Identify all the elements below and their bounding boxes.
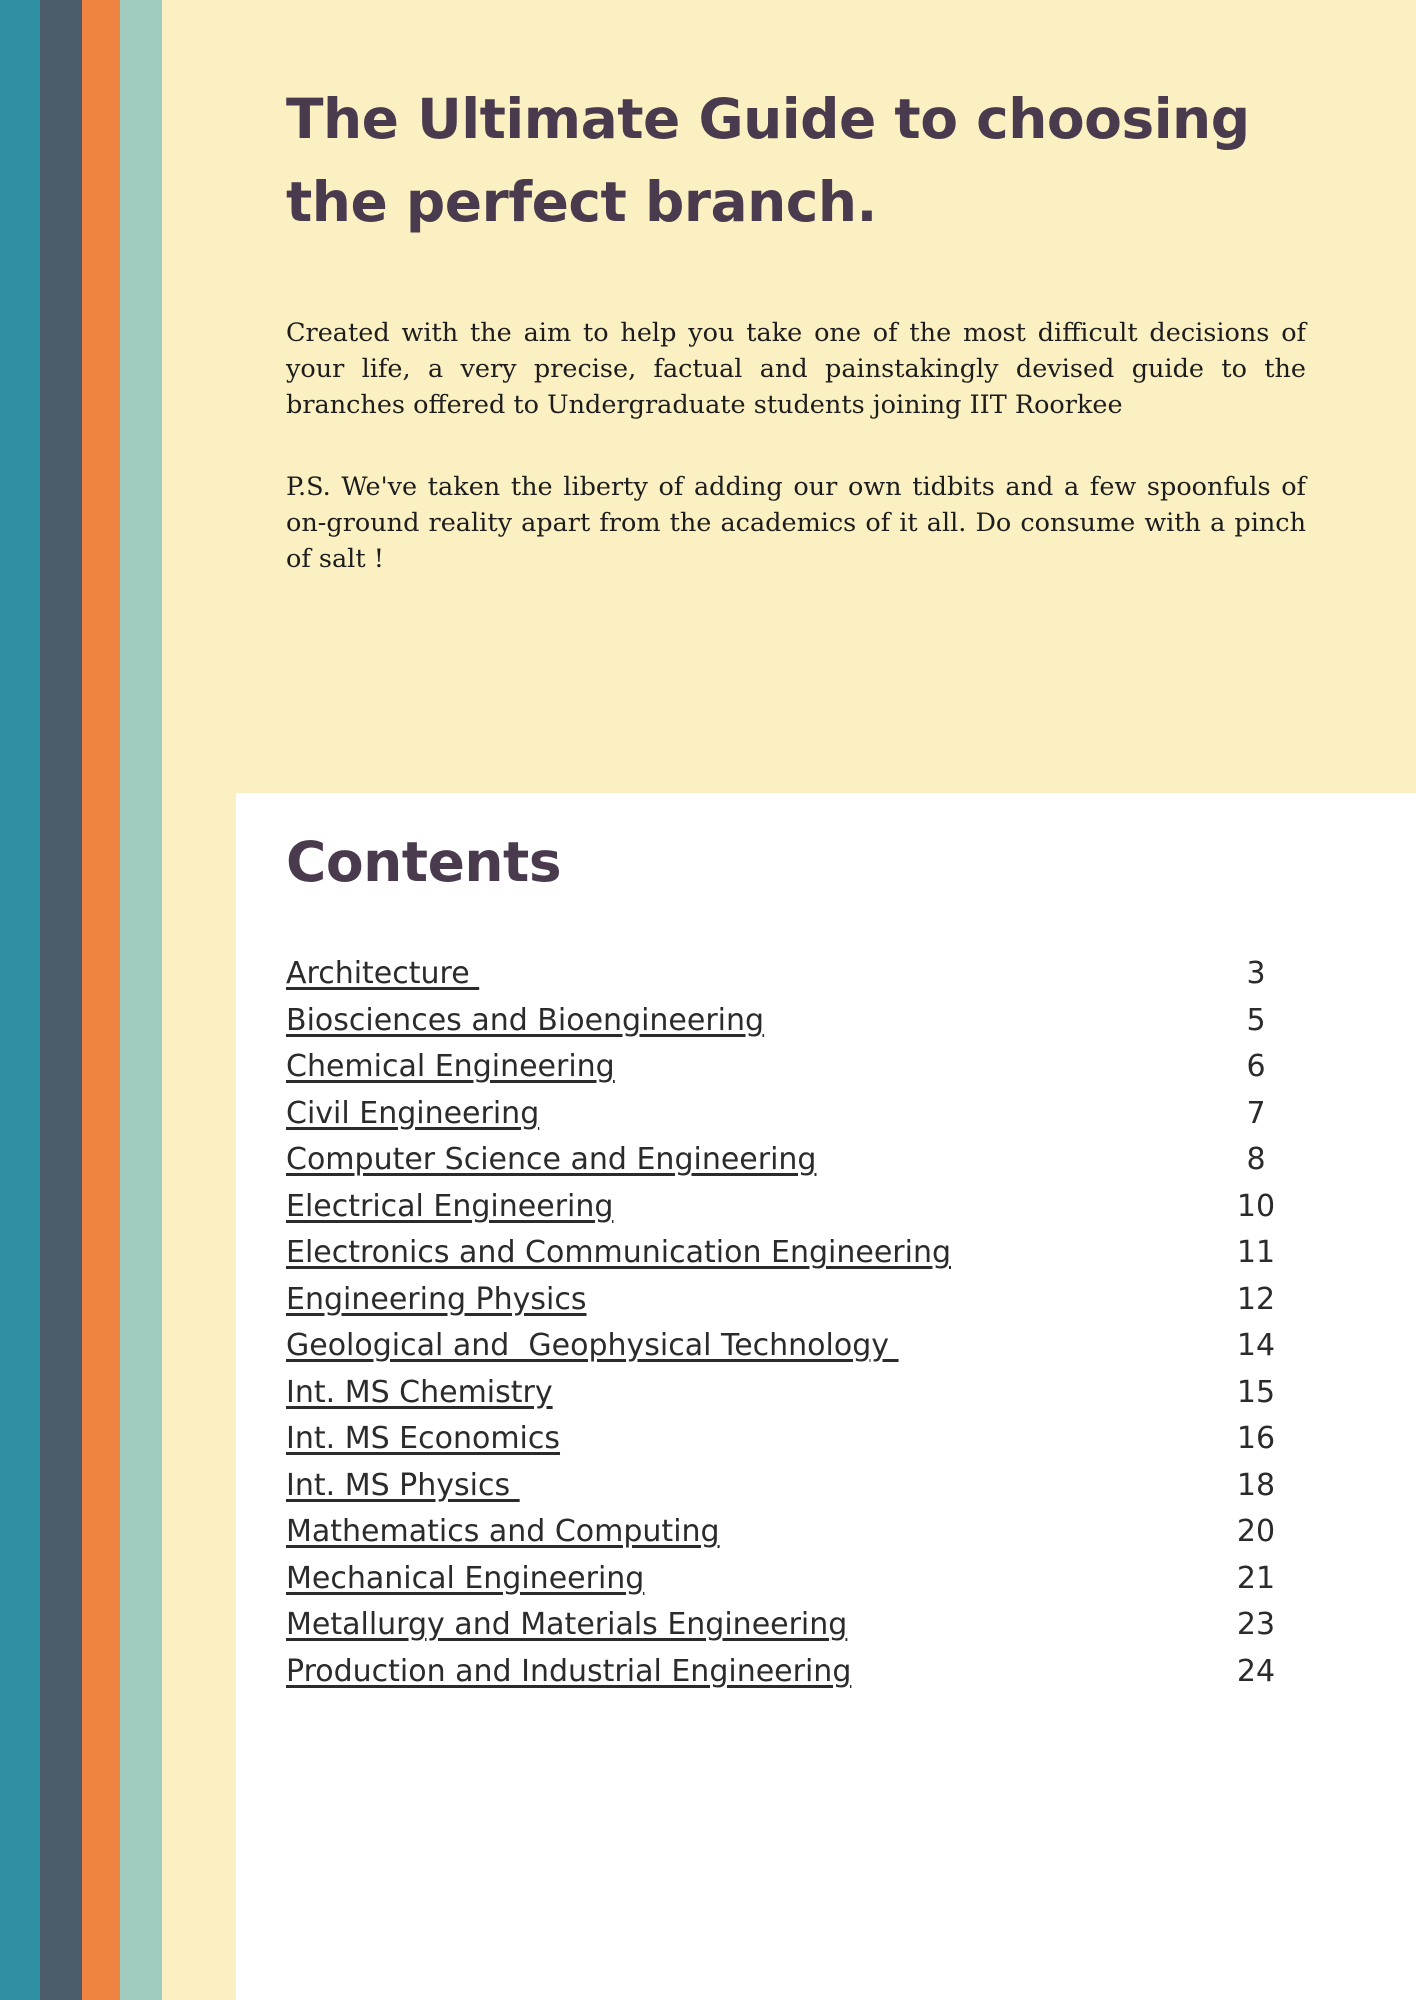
postscript-paragraph: P.S. We've taken the liberty of adding our own tidbits and a few spoonfuls of on-ground reality apart from the academics of it all. Do consume with a pinch of salt ! <box>286 471 1306 574</box>
toc-entry-link[interactable]: Architecture <box>286 956 480 991</box>
toc-entry-page-number: 20 <box>1236 1514 1276 1549</box>
stripe-slate <box>40 0 82 2000</box>
toc-entry-page-number: 3 <box>1246 956 1266 991</box>
list-item[interactable] <box>286 1514 1286 1549</box>
intro-paragraph: Created with the aim to help you take one of the most difficult decisions of your life, a very precise, factual and painstakingly devised guide to the branches offered to Undergraduate students joining IIT Roorkee <box>286 318 1306 420</box>
toc-entry-link[interactable]: Biosciences and Bioengineering <box>286 1002 765 1038</box>
toc-entry-page-number: 7 <box>1246 1095 1266 1131</box>
toc-entry-page-number: 24 <box>1236 1653 1276 1689</box>
toc-entry-link[interactable]: Civil Engineering <box>286 1095 540 1131</box>
list-item[interactable] <box>286 1189 1286 1224</box>
toc-entry-link[interactable]: Mechanical Engineering <box>286 1560 645 1596</box>
cover-panel <box>236 0 1416 793</box>
list-item[interactable] <box>286 1654 1286 1689</box>
stripe-mint <box>120 0 162 2000</box>
toc-entry-page-number: 18 <box>1236 1467 1276 1503</box>
toc-entry-page-number: 23 <box>1236 1607 1276 1642</box>
contents-heading: Contents <box>286 830 562 894</box>
list-item[interactable] <box>286 1561 1286 1596</box>
list-item[interactable] <box>286 1328 1286 1363</box>
table-of-contents <box>286 956 1286 1689</box>
toc-entry-link[interactable]: Mathematics and Computing <box>286 1514 720 1549</box>
toc-entry-page-number: 10 <box>1236 1188 1276 1224</box>
list-item[interactable] <box>286 1049 1286 1084</box>
toc-entry-link[interactable]: Geological and Geophysical Technology <box>286 1328 899 1363</box>
list-item[interactable] <box>286 956 1286 991</box>
toc-entry-page-number: 11 <box>1236 1235 1276 1270</box>
toc-entry-page-number: 12 <box>1236 1281 1276 1317</box>
toc-entry-page-number: 16 <box>1236 1421 1276 1456</box>
toc-entry-link[interactable]: Int. MS Economics <box>286 1421 561 1456</box>
toc-entry-page-number: 21 <box>1236 1560 1276 1596</box>
stripe-orange <box>82 0 120 2000</box>
toc-entry-link[interactable]: Metallurgy and Materials Engineering <box>286 1607 848 1642</box>
toc-entry-page-number: 6 <box>1246 1049 1266 1084</box>
toc-entry-link[interactable]: Chemical Engineering <box>286 1049 615 1084</box>
page-title: The Ultimate Guide to choosing the perfect branch. <box>286 87 1250 234</box>
toc-entry-link[interactable]: Electrical Engineering <box>286 1188 614 1224</box>
list-item[interactable] <box>286 1421 1286 1456</box>
toc-entry-link[interactable]: Int. MS Physics <box>286 1467 520 1503</box>
list-item[interactable] <box>286 1142 1286 1177</box>
toc-entry-link[interactable]: Int. MS Chemistry <box>286 1374 553 1410</box>
list-item[interactable] <box>286 1096 1286 1131</box>
toc-entry-page-number: 8 <box>1246 1142 1266 1177</box>
list-item[interactable] <box>286 1607 1286 1642</box>
toc-entry-link[interactable]: Production and Industrial Engineering <box>286 1653 852 1689</box>
contents-panel <box>236 793 1416 2000</box>
toc-entry-page-number: 5 <box>1246 1002 1266 1038</box>
list-item[interactable] <box>286 1235 1286 1270</box>
list-item[interactable] <box>286 1468 1286 1503</box>
toc-entry-page-number: 14 <box>1236 1328 1276 1363</box>
toc-entry-link[interactable]: Engineering Physics <box>286 1281 587 1317</box>
toc-entry-link[interactable]: Electronics and Communication Engineering <box>286 1235 952 1270</box>
cover-content <box>286 78 1306 578</box>
list-item[interactable] <box>286 1282 1286 1317</box>
decorative-stripe-bar <box>0 0 236 2000</box>
list-item[interactable] <box>286 1375 1286 1410</box>
contents-content <box>286 830 1316 1700</box>
list-item[interactable] <box>286 1003 1286 1038</box>
toc-entry-page-number: 15 <box>1236 1374 1276 1410</box>
toc-entry-link[interactable]: Computer Science and Engineering <box>286 1142 817 1177</box>
stripe-teal <box>0 0 40 2000</box>
stripe-cream <box>162 0 236 2000</box>
